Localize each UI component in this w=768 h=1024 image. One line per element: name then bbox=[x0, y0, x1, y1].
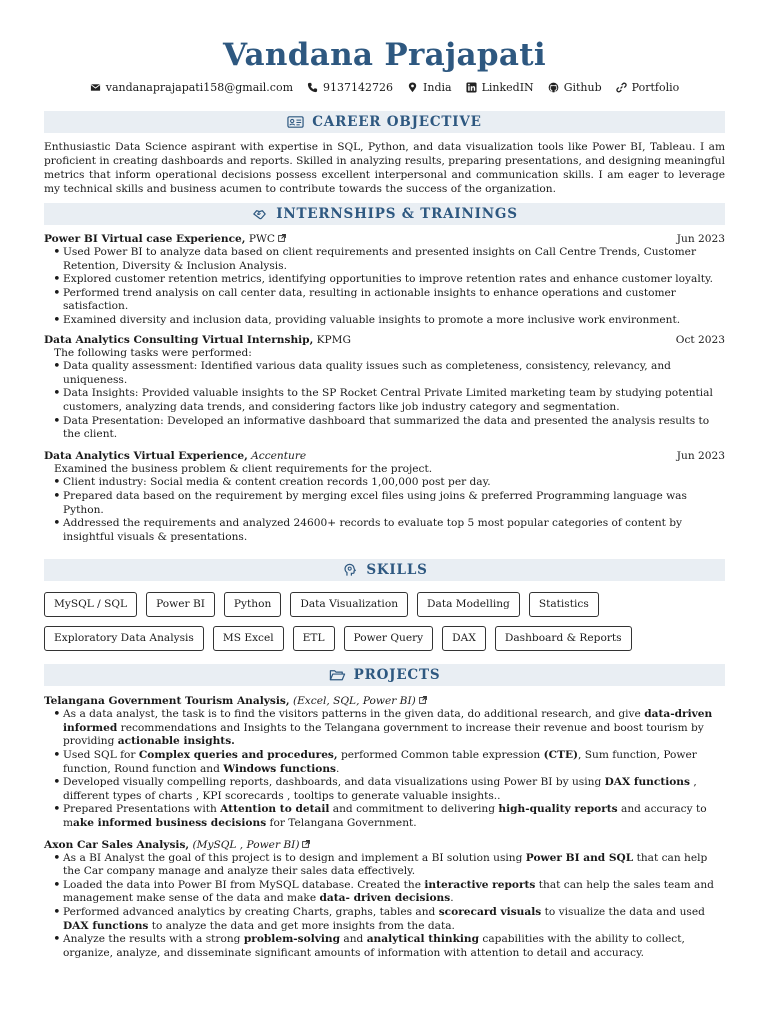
entry-date: Oct 2023 bbox=[675, 333, 725, 346]
project-tech: (Excel, SQL, Power BI) bbox=[292, 695, 416, 708]
brain-head-icon bbox=[341, 563, 358, 577]
section-title: SKILLS bbox=[366, 562, 428, 579]
list-item: • Examined diversity and inclusion data, providing valuable insights to promote a more inclusive work environment. bbox=[63, 314, 725, 328]
entry-bullets bbox=[44, 246, 725, 328]
project-entry bbox=[44, 694, 725, 830]
entry-bullets bbox=[44, 360, 725, 442]
list-item: • Loaded the data into Power BI from MySQL database. Created the interactive reports that can help the sales team and management make sense of the data and make data- driven decisions. bbox=[63, 879, 725, 906]
email-text: vandanaprajapati158@gmail.com bbox=[105, 80, 294, 94]
list-item: • Explored customer retention metrics, identifying opportunities to improve retention rates and enhance customer loyalty. bbox=[63, 273, 725, 287]
resume-page bbox=[44, 0, 725, 960]
project-name: Telangana Government Tourism Analysis, bbox=[44, 695, 290, 708]
list-item: • Data quality assessment: Identified various data quality issues such as completeness, consistency, relevancy, and uniqueness. bbox=[63, 360, 725, 387]
entry-date: Jun 2023 bbox=[676, 233, 725, 245]
list-item: • Client industry: Social media & content creation records 1,00,000 post per day. bbox=[63, 476, 725, 490]
entry-header bbox=[44, 232, 725, 246]
location-text: India bbox=[423, 80, 452, 94]
entry-org: Accenture bbox=[251, 449, 307, 462]
entry-header bbox=[44, 333, 725, 347]
contact-portfolio[interactable] bbox=[616, 81, 680, 94]
skill-chip: DAX bbox=[442, 626, 486, 651]
external-link-icon[interactable] bbox=[278, 234, 286, 242]
objective-text: Enthusiastic Data Science aspirant with expertise in SQL, Python, and data visualization tools like Power BI, Tableau. I am proficient in creating dashboards and reports. Skilled in analyzing results, preparing presentations, and designing meaningful metrics that inform operational decisions possess excellent interpersonal and communication skills. I am eager to leverage my technical skills and business acumen to contribute towards the success of the organization. bbox=[44, 141, 725, 195]
location-pin-icon bbox=[407, 82, 418, 93]
section-title: PROJECTS bbox=[353, 667, 441, 684]
entry-header bbox=[44, 838, 725, 852]
list-item: • As a data analyst, the task is to find the visitors patterns in the given data, do additional research, and give data-driven informed recommendations and Insights to the Telangana government to increase their revenue and boost tourism by providing actionable insights. bbox=[63, 708, 725, 749]
contact-email[interactable] bbox=[90, 81, 293, 94]
entry-bullets bbox=[44, 852, 725, 961]
list-item: • Used Power BI to analyze data based on client requirements and presented insights on Call Centre Trends, Customer Retention, Diversity & Inclusion Analysis. bbox=[63, 246, 725, 273]
github-text: Github bbox=[563, 80, 602, 94]
skill-chip: Statistics bbox=[529, 592, 599, 617]
skill-chip: Exploratory Data Analysis bbox=[44, 626, 204, 651]
entry-role: Power BI Virtual case Experience, bbox=[44, 233, 246, 245]
skills-list bbox=[44, 592, 725, 651]
section-internships bbox=[44, 203, 725, 225]
list-item: • Prepared data based on the requirement by merging excel files using joins & preferred Programming language was Python. bbox=[63, 490, 725, 517]
skill-chip: MySQL / SQL bbox=[44, 592, 137, 617]
entry-intro: The following tasks were performed: bbox=[54, 346, 252, 359]
list-item: • Addressed the requirements and analyzed 24600+ records to evaluate top 5 most popular categories of content by insightful visuals & presentations. bbox=[63, 517, 725, 544]
entry-org: PWC bbox=[248, 233, 275, 245]
github-icon bbox=[548, 82, 559, 93]
list-item: • Performed trend analysis on call center data, resulting in actionable insights to enhance operations and customer satisfaction. bbox=[63, 287, 725, 314]
entry-role: Data Analytics Consulting Virtual Internship, bbox=[44, 333, 314, 346]
list-item: • Performed advanced analytics by creating Charts, graphs, tables and scorecard visuals to visualize the data and used DAX functions to analyze the data and get more insights from the data. bbox=[63, 906, 725, 933]
list-item: • Developed visually compelling reports, dashboards, and data visualizations using Power BI by using DAX functions , different types of charts , KPI scorecards , tooltips to generate valuable insights.. bbox=[63, 776, 725, 803]
entry-bullets bbox=[44, 708, 725, 830]
contact-linkedin[interactable] bbox=[466, 81, 534, 94]
entry-header bbox=[44, 694, 725, 708]
external-link-icon[interactable] bbox=[302, 840, 310, 848]
section-projects bbox=[44, 664, 725, 686]
contact-phone[interactable] bbox=[307, 81, 393, 94]
portfolio-text: Portfolio bbox=[631, 80, 680, 94]
list-item: • Used SQL for Complex queries and procedures, performed Common table expression (CTE), Sum function, Power function, Round function and Windows functions. bbox=[63, 749, 725, 776]
entry-bullets bbox=[44, 476, 725, 544]
candidate-name: Vandana Prajapati bbox=[222, 37, 546, 73]
skill-chip: Power Query bbox=[344, 626, 434, 651]
list-item: • Prepared Presentations with Attention to detail and commitment to delivering high-quality reports and accuracy to make informed business decisions for Telangana Government. bbox=[63, 803, 725, 830]
project-entry bbox=[44, 838, 725, 961]
section-title: CAREER OBJECTIVE bbox=[312, 114, 482, 130]
section-career-objective bbox=[44, 111, 725, 133]
skill-chip: Power BI bbox=[146, 592, 215, 617]
external-link-icon[interactable] bbox=[419, 696, 427, 704]
internship-entry bbox=[44, 449, 725, 545]
contact-location bbox=[407, 81, 452, 94]
list-item: • As a BI Analyst the goal of this project is to design and implement a BI solution using Power BI and SQL that can help the Car company manage and analyze their sales data effectively. bbox=[63, 852, 725, 879]
contact-bar bbox=[44, 78, 725, 96]
skill-chip: MS Excel bbox=[213, 626, 284, 651]
link-icon bbox=[616, 82, 627, 93]
list-item: • Data Insights: Provided valuable insights to the SP Rocket Central Private Limited marketing team by studying potential customers, analyzing data trends, and considering factors like job industry category and segmentation. bbox=[63, 387, 725, 414]
project-name: Axon Car Sales Analysis, bbox=[44, 838, 190, 851]
skill-chip: ETL bbox=[293, 626, 335, 651]
id-card-icon bbox=[287, 115, 304, 129]
internship-entry bbox=[44, 333, 725, 442]
entry-date: Jun 2023 bbox=[676, 449, 725, 462]
list-item: • Data Presentation: Developed an informative dashboard that summarized the data and presented the analysis results to the client. bbox=[63, 415, 725, 442]
entry-org: KPMG bbox=[316, 333, 351, 346]
section-title: INTERNSHIPS & TRAININGS bbox=[276, 206, 518, 222]
entry-role: Data Analytics Virtual Experience, bbox=[44, 449, 248, 462]
skill-chip: Data Visualization bbox=[290, 592, 408, 617]
list-item: • Analyze the results with a strong problem-solving and analytical thinking capabilities with the ability to collect, organize, analyze, and disseminate significant amounts of information with attention to detail and accuracy. bbox=[63, 933, 725, 960]
section-skills bbox=[44, 559, 725, 581]
handshake-icon bbox=[251, 207, 268, 221]
project-tech: (MySQL , Power BI) bbox=[192, 838, 300, 851]
skill-chip: Dashboard & Reports bbox=[495, 626, 632, 651]
phone-text: 9137142726 bbox=[323, 80, 394, 94]
folder-open-icon bbox=[329, 668, 346, 682]
linkedin-icon bbox=[466, 82, 477, 93]
skill-chip: Data Modelling bbox=[417, 592, 520, 617]
skill-chip: Python bbox=[224, 592, 281, 617]
entry-intro: Examined the business problem & client requirements for the project. bbox=[54, 462, 433, 475]
internship-entry bbox=[44, 232, 725, 328]
entry-header bbox=[44, 449, 725, 463]
linkedin-text: LinkedIN bbox=[481, 80, 534, 94]
envelope-icon bbox=[90, 82, 101, 93]
phone-icon bbox=[307, 82, 318, 93]
contact-github[interactable] bbox=[548, 81, 602, 94]
